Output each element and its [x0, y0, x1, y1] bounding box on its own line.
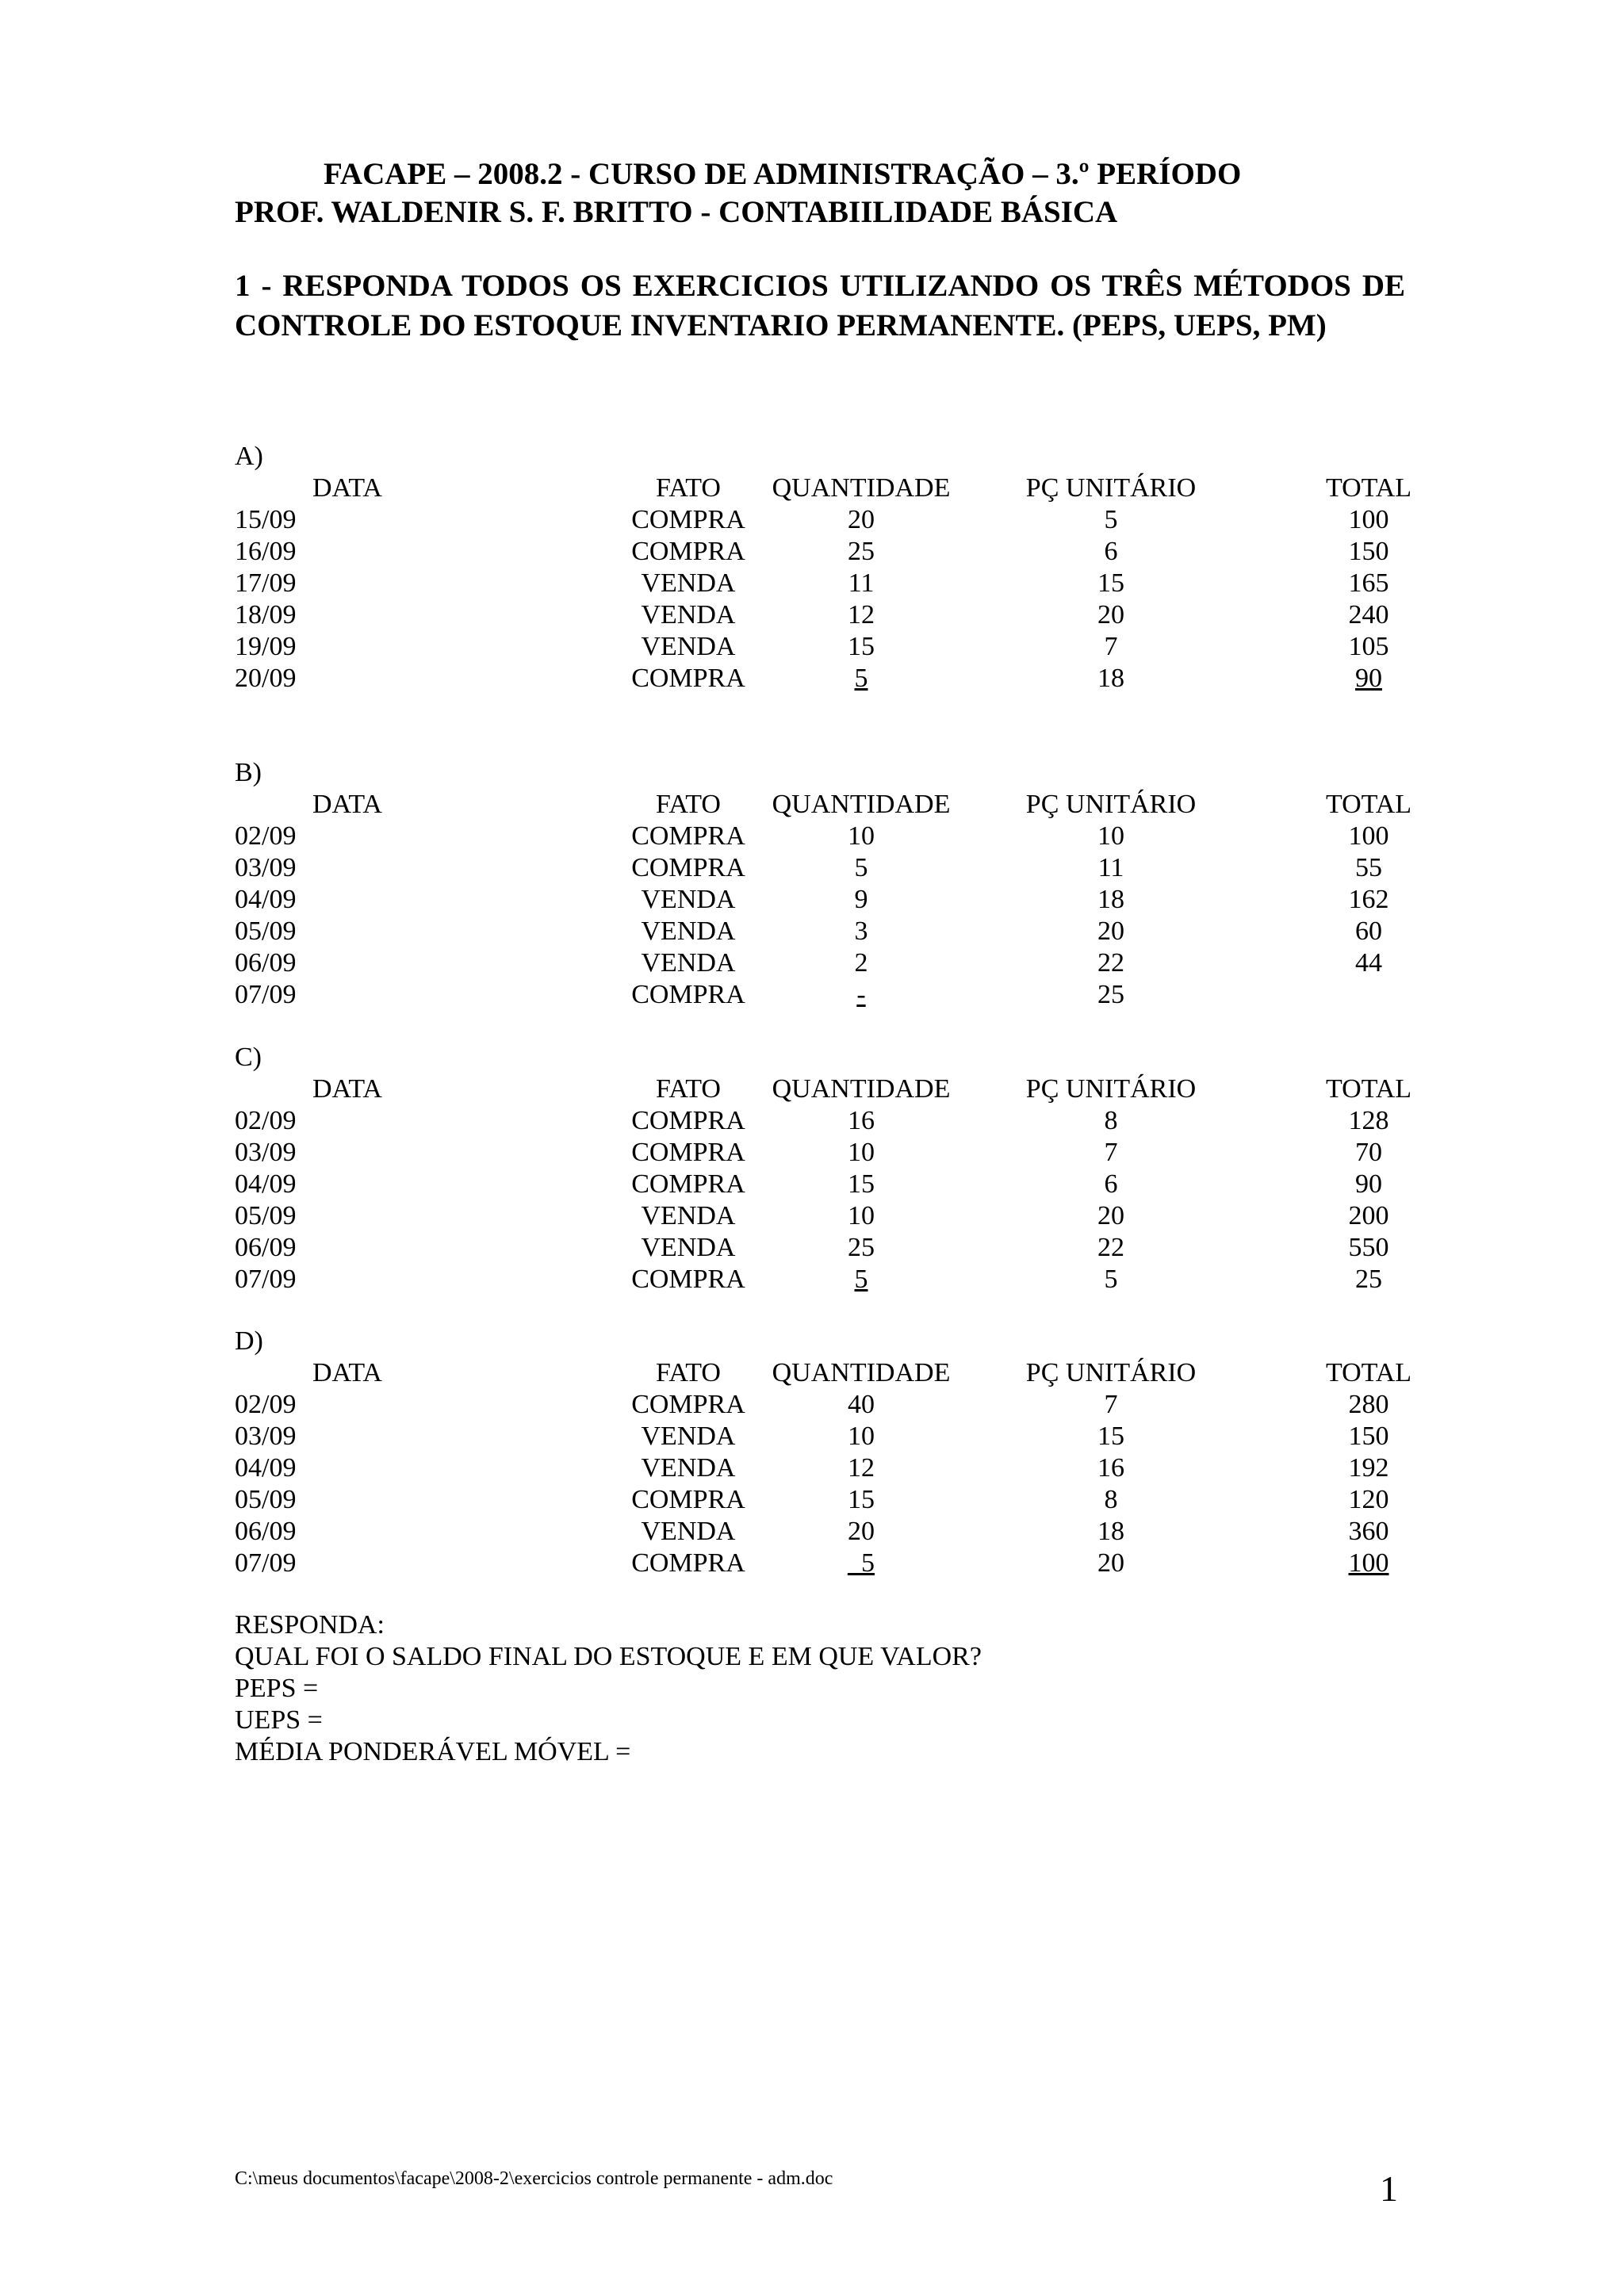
cell-quantidade: [742, 1548, 980, 1579]
answer-peps: PEPS =: [235, 1674, 319, 1703]
cell-date: 03/09: [235, 853, 297, 882]
cell-total: [1289, 1548, 1448, 1579]
cell-fato: COMPRA: [631, 853, 745, 882]
cell-quantidade: 15: [848, 632, 875, 661]
cell-pc-unitario: 7: [1104, 1138, 1118, 1167]
cell-date: 04/09: [235, 885, 297, 914]
table-row: [235, 852, 1408, 884]
cell-pc-unitario: 20: [1097, 1548, 1124, 1578]
cell-pc-unitario: 16: [1097, 1453, 1124, 1483]
cell-date: 05/09: [235, 1485, 297, 1514]
cell-quantidade: 20: [848, 1517, 875, 1546]
table-row: [235, 884, 1408, 916]
cell-fato: VENDA: [641, 1233, 736, 1262]
cell-date: 02/09: [235, 1106, 297, 1135]
cell-date: 03/09: [235, 1422, 297, 1451]
cell-pc-unitario: 11: [1097, 853, 1124, 882]
cell-fato: VENDA: [641, 600, 736, 629]
cell-date: 02/09: [235, 1390, 297, 1419]
cell-fato: COMPRA: [631, 664, 745, 693]
table-row: [235, 1105, 1408, 1137]
cell-pc-unitario: 18: [1097, 885, 1124, 914]
underlined-value: 100: [1348, 1548, 1389, 1578]
cell-date: 03/09: [235, 1138, 297, 1167]
cell-pc-unitario: 7: [1104, 1390, 1118, 1419]
exercise-c: [235, 1042, 1412, 1295]
cell-pc-unitario: 18: [1097, 1517, 1124, 1546]
cell-pc-unitario: 7: [1104, 632, 1118, 661]
col-quantidade: QUANTIDADE: [772, 1358, 951, 1387]
col-quantidade: QUANTIDADE: [772, 473, 951, 503]
page-number: 1: [1380, 2168, 1398, 2209]
instruction-text: 1 - RESPONDA TODOS OS EXERCICIOS UTILIZANDO OS TRÊS MÉTODOS DE CONTROLE DO ESTOQUE INVENTARIO PERMANENTE. (PEPS, UEPS, PM): [235, 269, 1405, 342]
col-total: TOTAL: [1325, 1074, 1412, 1104]
cell-date: 07/09: [235, 1548, 297, 1578]
cell-quantidade: 10: [848, 821, 875, 851]
table-row: [235, 916, 1408, 947]
header-line-2: PROF. WALDENIR S. F. BRITTO - CONTABIILIDADE BÁSICA: [235, 195, 1118, 229]
table-row: [235, 1548, 1408, 1579]
col-pc-unitario: PÇ UNITÁRIO: [1025, 1358, 1197, 1387]
table-row: [235, 504, 1408, 536]
cell-quantidade: 5: [854, 853, 868, 882]
underlined-value: 5: [854, 1265, 868, 1294]
answer-block: [235, 1609, 982, 1768]
cell-total: 200: [1348, 1201, 1389, 1230]
cell-quantidade: 25: [848, 1233, 875, 1262]
section-label: A): [235, 442, 263, 471]
col-quantidade: QUANTIDADE: [772, 790, 951, 819]
table-row: [235, 1516, 1408, 1548]
section-label: D): [235, 1326, 263, 1356]
cell-pc-unitario: 10: [1097, 821, 1124, 851]
cell-date: 05/09: [235, 916, 297, 946]
table-row: [235, 1264, 1408, 1295]
cell-fato: VENDA: [641, 948, 736, 978]
cell-pc-unitario: 20: [1097, 1201, 1124, 1230]
cell-date: 15/09: [235, 505, 297, 534]
exercise-a: [235, 441, 1412, 695]
col-pc-unitario: PÇ UNITÁRIO: [1025, 473, 1197, 503]
cell-date: 20/09: [235, 664, 297, 693]
col-data: DATA: [312, 790, 382, 819]
cell-fato: COMPRA: [631, 1169, 745, 1199]
table-header: [235, 1073, 1412, 1105]
cell-total: 280: [1348, 1390, 1389, 1419]
cell-date: 07/09: [235, 1265, 297, 1294]
col-total: TOTAL: [1325, 473, 1412, 503]
table-row: [235, 1452, 1408, 1484]
cell-fato: COMPRA: [631, 1106, 745, 1135]
col-quantidade: QUANTIDADE: [772, 1074, 951, 1104]
cell-fato: VENDA: [641, 1517, 736, 1546]
cell-total: 90: [1355, 1169, 1382, 1199]
cell-total: 100: [1348, 821, 1389, 851]
underlined-value: _5: [848, 1548, 875, 1578]
table-header: [235, 789, 1412, 821]
cell-fato: VENDA: [641, 885, 736, 914]
cell-total: 550: [1348, 1233, 1389, 1262]
cell-quantidade: [742, 1264, 980, 1295]
section-label: C): [235, 1043, 262, 1072]
answer-ueps: UEPS =: [235, 1705, 323, 1735]
table-row: [235, 1484, 1408, 1516]
cell-quantidade: 9: [854, 885, 868, 914]
cell-quantidade: 10: [848, 1201, 875, 1230]
answer-title: RESPONDA:: [235, 1610, 385, 1640]
col-total: TOTAL: [1325, 1358, 1412, 1387]
col-total: TOTAL: [1325, 790, 1412, 819]
cell-date: 04/09: [235, 1169, 297, 1199]
cell-quantidade: 10: [848, 1138, 875, 1167]
cell-total: 105: [1348, 632, 1389, 661]
cell-quantidade: [742, 663, 980, 695]
cell-fato: COMPRA: [631, 1138, 745, 1167]
cell-fato: COMPRA: [631, 821, 745, 851]
table-row: [235, 568, 1408, 599]
table-row: [235, 1389, 1408, 1421]
underlined-value: -: [856, 980, 866, 1009]
cell-quantidade: 12: [848, 1453, 875, 1483]
cell-quantidade: 2: [854, 948, 868, 978]
table-row: [235, 631, 1408, 663]
answer-media: MÉDIA PONDERÁVEL MÓVEL =: [235, 1737, 631, 1766]
table-header: [235, 473, 1412, 504]
exercise-d: [235, 1326, 1412, 1579]
table-row: [235, 1137, 1408, 1169]
cell-pc-unitario: 5: [1104, 1265, 1118, 1294]
cell-pc-unitario: 15: [1097, 1422, 1124, 1451]
table-header: [235, 1357, 1412, 1389]
cell-quantidade: 15: [848, 1485, 875, 1514]
col-fato: FATO: [656, 1074, 721, 1104]
cell-quantidade: 20: [848, 505, 875, 534]
table-row: [235, 599, 1408, 631]
cell-fato: VENDA: [641, 1201, 736, 1230]
cell-quantidade: 10: [848, 1422, 875, 1451]
cell-fato: COMPRA: [631, 980, 745, 1009]
cell-total: 360: [1348, 1517, 1389, 1546]
cell-date: 06/09: [235, 948, 297, 978]
col-fato: FATO: [656, 1358, 721, 1387]
cell-total: 44: [1355, 948, 1382, 978]
cell-date: 06/09: [235, 1233, 297, 1262]
cell-date: 19/09: [235, 632, 297, 661]
cell-date: 16/09: [235, 537, 297, 566]
cell-quantidade: [742, 979, 980, 1011]
cell-date: 06/09: [235, 1517, 297, 1546]
cell-pc-unitario: 25: [1097, 980, 1124, 1009]
table-row: [235, 821, 1408, 852]
cell-pc-unitario: 22: [1097, 948, 1124, 978]
cell-pc-unitario: 8: [1104, 1485, 1118, 1514]
exercise-b: [235, 757, 1412, 1011]
table-row: [235, 536, 1408, 568]
cell-date: 04/09: [235, 1453, 297, 1483]
table-row: [235, 1200, 1408, 1232]
cell-total: 70: [1355, 1138, 1382, 1167]
cell-pc-unitario: 6: [1104, 537, 1118, 566]
cell-total: 162: [1348, 885, 1389, 914]
cell-date: 02/09: [235, 821, 297, 851]
cell-date: 05/09: [235, 1201, 297, 1230]
cell-fato: VENDA: [641, 632, 736, 661]
cell-pc-unitario: 5: [1104, 505, 1118, 534]
table-row: [235, 1421, 1408, 1452]
cell-total: 128: [1348, 1106, 1389, 1135]
table-row: [235, 663, 1408, 695]
cell-pc-unitario: 6: [1104, 1169, 1118, 1199]
cell-fato: COMPRA: [631, 1485, 745, 1514]
cell-fato: COMPRA: [631, 1390, 745, 1419]
cell-total: 150: [1348, 537, 1389, 566]
cell-total: 165: [1348, 568, 1389, 598]
section-label: B): [235, 758, 262, 787]
col-data: DATA: [312, 1358, 382, 1387]
header-line-1: FACAPE – 2008.2 - CURSO DE ADMINISTRAÇÃO – 3.º PERÍODO: [324, 157, 1242, 191]
table-row: [235, 1232, 1408, 1264]
cell-total: [1289, 663, 1448, 695]
cell-quantidade: 12: [848, 600, 875, 629]
underlined-value: 5: [854, 664, 868, 693]
cell-fato: COMPRA: [631, 1265, 745, 1294]
cell-total: 120: [1348, 1485, 1389, 1514]
cell-pc-unitario: 20: [1097, 916, 1124, 946]
cell-date: 18/09: [235, 600, 297, 629]
cell-quantidade: 40: [848, 1390, 875, 1419]
cell-quantidade: 25: [848, 537, 875, 566]
cell-pc-unitario: 20: [1097, 600, 1124, 629]
cell-total: 25: [1355, 1265, 1382, 1294]
cell-fato: VENDA: [641, 916, 736, 946]
cell-total: 60: [1355, 916, 1382, 946]
cell-quantidade: 16: [848, 1106, 875, 1135]
cell-pc-unitario: 8: [1104, 1106, 1118, 1135]
cell-pc-unitario: 22: [1097, 1233, 1124, 1262]
cell-fato: VENDA: [641, 1422, 736, 1451]
cell-date: 17/09: [235, 568, 297, 598]
col-fato: FATO: [656, 790, 721, 819]
table-row: [235, 1169, 1408, 1200]
cell-total: 100: [1348, 505, 1389, 534]
cell-pc-unitario: 15: [1097, 568, 1124, 598]
col-pc-unitario: PÇ UNITÁRIO: [1025, 1074, 1197, 1104]
cell-fato: VENDA: [641, 1453, 736, 1483]
col-data: DATA: [312, 1074, 382, 1104]
table-row: [235, 979, 1408, 1011]
underlined-value: 90: [1355, 664, 1382, 693]
cell-fato: COMPRA: [631, 1548, 745, 1578]
cell-date: 07/09: [235, 980, 297, 1009]
col-data: DATA: [312, 473, 382, 503]
footer-path: C:\meus documentos\facape\2008-2\exercicios controle permanente - adm.doc: [235, 2168, 833, 2189]
col-pc-unitario: PÇ UNITÁRIO: [1025, 790, 1197, 819]
cell-total: 240: [1348, 600, 1389, 629]
cell-total: 192: [1348, 1453, 1389, 1483]
answer-question: QUAL FOI O SALDO FINAL DO ESTOQUE E EM QUE VALOR?: [235, 1642, 982, 1671]
cell-fato: COMPRA: [631, 505, 745, 534]
cell-quantidade: 11: [848, 568, 875, 598]
cell-quantidade: 3: [854, 916, 868, 946]
cell-total: 55: [1355, 853, 1382, 882]
cell-fato: VENDA: [641, 568, 736, 598]
col-fato: FATO: [656, 473, 721, 503]
table-row: [235, 947, 1408, 979]
cell-pc-unitario: 18: [1097, 664, 1124, 693]
cell-total: 150: [1348, 1422, 1389, 1451]
cell-quantidade: 15: [848, 1169, 875, 1199]
cell-fato: COMPRA: [631, 537, 745, 566]
